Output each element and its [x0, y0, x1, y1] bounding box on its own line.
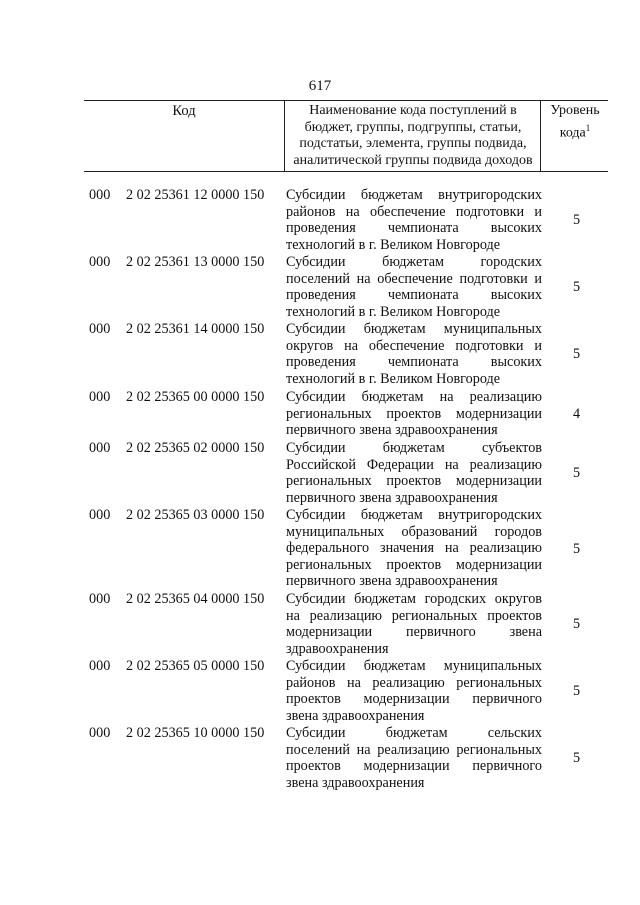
row-description-line: на реализацию региональных проектов: [286, 607, 542, 624]
row-description-line: технологий в г. Великом Новгороде: [286, 303, 501, 320]
row-description-line: звена здравоохранения: [286, 774, 425, 791]
row-description-line: проектов модернизации первичного: [286, 758, 542, 775]
row-description-line: Субсидии бюджетам сельских: [286, 725, 542, 741]
row-description-line: районов на обеспечение подготовки и: [286, 203, 542, 220]
row-description: [286, 725, 542, 791]
row-level: 4: [573, 405, 581, 422]
row-income-code: 2 02 25361 14 0000 150: [126, 321, 265, 337]
row-description-line: первичного звена здравоохранения: [286, 422, 498, 439]
row-income-code: 2 02 25365 10 0000 150: [126, 725, 265, 741]
row-description-line: здравоохранения: [286, 640, 389, 657]
row-description: [286, 507, 542, 590]
row-description-line: проведения чемпионата высоких: [286, 287, 542, 304]
header-name-line: аналитической группы подвида доходов: [293, 152, 533, 168]
row-admin-code: 000: [89, 321, 111, 337]
row-description-line: Российской Федерации на реализацию: [286, 456, 542, 473]
row-level: 5: [573, 540, 581, 557]
row-description-line: первичного звена здравоохранения: [286, 489, 498, 506]
row-description-line: Субсидии бюджетам внутригородских: [286, 507, 542, 523]
page-number: 617: [308, 78, 332, 94]
row-level: 5: [573, 346, 581, 363]
header-divider: [540, 101, 541, 171]
row-admin-code: 000: [89, 187, 111, 203]
row-description-line: Субсидии бюджетам городских: [286, 254, 542, 270]
row-description-line: федерального значения на реализацию: [286, 540, 542, 557]
row-description: [286, 591, 542, 657]
row-description-line: региональных проектов модернизации: [286, 473, 542, 490]
row-income-code: 2 02 25365 02 0000 150: [126, 440, 265, 456]
row-description: [286, 254, 542, 320]
row-level: 5: [573, 212, 581, 229]
row-admin-code: 000: [89, 254, 111, 270]
row-income-code: 2 02 25365 00 0000 150: [126, 389, 265, 405]
row-description-line: Субсидии бюджетам субъектов: [286, 440, 542, 456]
row-level: 5: [573, 279, 581, 296]
row-description-line: Субсидии бюджетам внутригородских: [286, 187, 542, 203]
row-admin-code: 000: [89, 658, 111, 674]
row-description-line: технологий в г. Великом Новгороде: [286, 236, 501, 253]
row-description: [286, 658, 542, 724]
table-header: [84, 100, 608, 172]
header-level-line: Уровень: [550, 103, 600, 118]
row-income-code: 2 02 25365 03 0000 150: [126, 507, 265, 523]
row-description-line: звена здравоохранения: [286, 707, 425, 724]
row-description-line: Субсидии бюджетам городских округов: [286, 591, 542, 607]
row-description: [286, 321, 542, 387]
row-level: 5: [573, 616, 581, 633]
row-description: [286, 389, 542, 439]
header-name: [286, 103, 540, 169]
row-income-code: 2 02 25361 13 0000 150: [126, 254, 265, 270]
header-code: Код: [172, 103, 196, 119]
row-level: 5: [573, 683, 581, 700]
row-admin-code: 000: [89, 440, 111, 456]
row-description-line: модернизации первичного звена: [286, 624, 542, 641]
row-description-line: Субсидии бюджетам муниципальных: [286, 658, 542, 674]
row-description-line: Субсидии бюджетам на реализацию: [286, 389, 542, 405]
header-name-line: подстатьи, элемента, группы подвида,: [299, 136, 527, 151]
row-description-line: проведения чемпионата высоких: [286, 220, 542, 237]
row-description-line: проектов модернизации первичного: [286, 691, 542, 708]
row-description-line: первичного звена здравоохранения: [286, 573, 498, 590]
row-description: [286, 440, 542, 506]
row-income-code: 2 02 25365 05 0000 150: [126, 658, 265, 674]
header-divider: [284, 101, 285, 171]
row-description-line: Субсидии бюджетам муниципальных: [286, 321, 542, 337]
header-name-line: Наименование кода поступлений в: [309, 103, 517, 118]
row-description-line: технологий в г. Великом Новгороде: [286, 370, 501, 387]
row-income-code: 2 02 25365 04 0000 150: [126, 591, 265, 607]
header-level: [542, 103, 608, 142]
row-description-line: региональных проектов модернизации: [286, 405, 542, 422]
header-level-line: кода: [559, 125, 586, 141]
row-description-line: проведения чемпионата высоких: [286, 354, 542, 371]
row-description-line: округов на обеспечение подготовки и: [286, 337, 542, 354]
row-income-code: 2 02 25361 12 0000 150: [126, 187, 265, 203]
row-level: 5: [573, 465, 581, 482]
row-description-line: региональных проектов модернизации: [286, 556, 542, 573]
footnote-mark: 1: [585, 122, 591, 133]
row-level: 5: [573, 750, 581, 767]
row-admin-code: 000: [89, 725, 111, 741]
row-description-line: муниципальных образований городов: [286, 523, 542, 540]
row-description: [286, 187, 542, 253]
row-admin-code: 000: [89, 591, 111, 607]
row-description-line: поселений на обеспечение подготовки и: [286, 270, 542, 287]
row-description-line: поселений на реализацию региональных: [286, 741, 542, 758]
row-description-line: районов на реализацию региональных: [286, 674, 542, 691]
header-name-line: бюджет, группы, подгруппы, статьи,: [304, 119, 522, 135]
row-admin-code: 000: [89, 389, 111, 405]
row-admin-code: 000: [89, 507, 111, 523]
